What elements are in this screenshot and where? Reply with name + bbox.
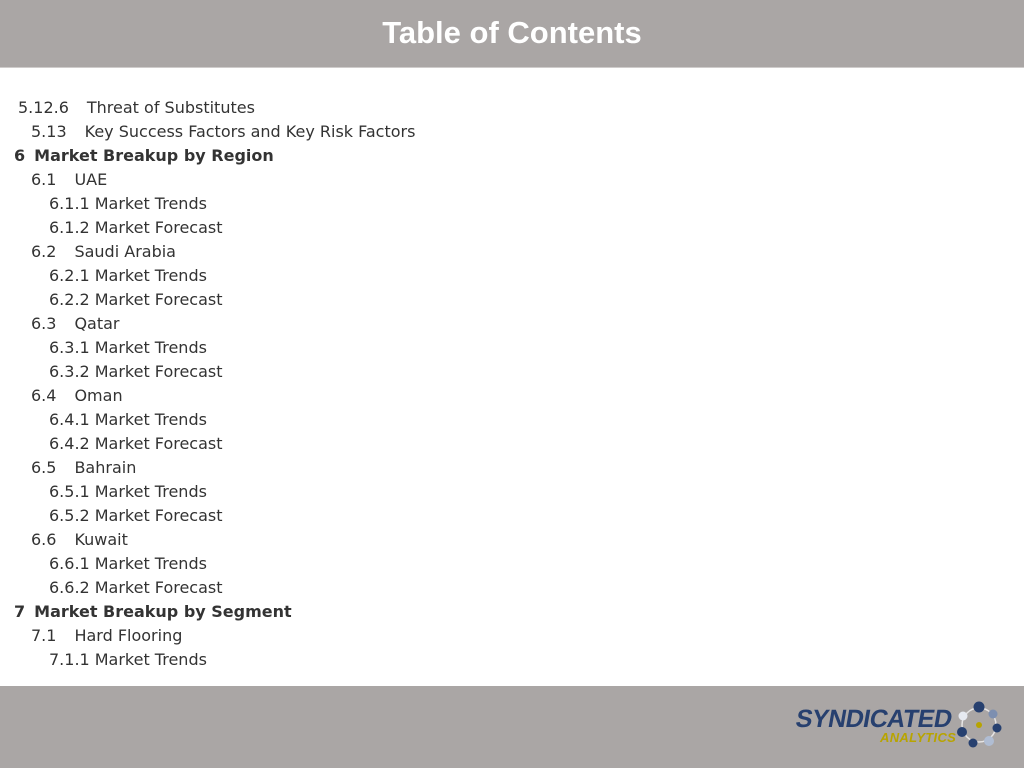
toc-item xyxy=(31,120,415,144)
toc-item-text: Qatar xyxy=(74,314,120,333)
toc-item xyxy=(31,384,123,408)
toc-item-number: 6.3.2 xyxy=(49,362,90,381)
toc-item xyxy=(14,144,274,168)
toc-item-text: Market Trends xyxy=(94,266,207,285)
logo-wordmark xyxy=(794,705,955,733)
toc-item-text: Hard Flooring xyxy=(74,626,183,645)
toc-item xyxy=(49,216,223,240)
toc-item-number: 6.1.2 xyxy=(49,218,90,237)
toc-item-number: 6.5 xyxy=(31,458,57,477)
toc-item xyxy=(31,168,107,192)
toc-item-number: 5.12.6 xyxy=(18,98,69,117)
toc-item-number: 6.1.1 xyxy=(49,194,90,213)
toc-item-text: Key Success Factors and Key Risk Factors xyxy=(84,122,416,141)
toc-item-number: 6.6.1 xyxy=(49,554,90,573)
toc-item xyxy=(31,624,182,648)
toc-item-text: Market Breakup by Region xyxy=(34,146,274,165)
toc-item-number: 6.4 xyxy=(31,386,57,405)
toc-item xyxy=(49,576,223,600)
toc-item xyxy=(49,480,207,504)
toc-item-text: Market Trends xyxy=(94,650,207,669)
toc-item-number: 6.4.2 xyxy=(49,434,90,453)
toc-item-text: Market Forecast xyxy=(94,362,223,381)
toc-item-text: Market Trends xyxy=(94,554,207,573)
toc-item-text: Market Trends xyxy=(94,338,207,357)
logo-subtitle: ANALYTICS xyxy=(880,730,957,745)
toc-item xyxy=(49,336,207,360)
toc-item-text: Market Forecast xyxy=(94,578,223,597)
toc-item-text: Market Trends xyxy=(94,482,207,501)
toc-item xyxy=(18,96,255,120)
toc-item-text: Market Forecast xyxy=(94,506,223,525)
toc-item-text: Market Forecast xyxy=(94,218,223,237)
toc-item-number: 6.6.2 xyxy=(49,578,90,597)
toc-item xyxy=(31,240,176,264)
toc-item xyxy=(14,600,292,624)
toc-item-text: Threat of Substitutes xyxy=(86,98,255,117)
toc-item-number: 6.5.2 xyxy=(49,506,90,525)
toc-item-text: Market Breakup by Segment xyxy=(34,602,292,621)
toc-item xyxy=(31,312,120,336)
toc-item-number: 7.1 xyxy=(31,626,57,645)
toc-item xyxy=(49,504,223,528)
toc-item-text: Market Trends xyxy=(94,410,207,429)
toc-item xyxy=(49,408,207,432)
page-title: Table of Contents xyxy=(382,15,642,50)
company-logo xyxy=(793,705,957,745)
toc-item xyxy=(49,432,223,456)
toc-item-text: Kuwait xyxy=(74,530,128,549)
toc-item xyxy=(31,456,136,480)
toc-item-text: Market Forecast xyxy=(94,434,223,453)
toc-item xyxy=(49,192,207,216)
logo-wordmark-part1: SYNDI xyxy=(793,705,873,733)
toc-item-number: 5.13 xyxy=(31,122,67,141)
toc-item xyxy=(49,288,223,312)
toc-item-text: Market Trends xyxy=(94,194,207,213)
toc-item-number: 7.1.1 xyxy=(49,650,90,669)
toc-item xyxy=(49,360,223,384)
toc-item-number: 6.2.1 xyxy=(49,266,90,285)
toc-item-text: Oman xyxy=(74,386,123,405)
toc-item-number: 6.4.1 xyxy=(49,410,90,429)
toc-item xyxy=(49,648,207,672)
title-bar xyxy=(0,0,1024,68)
toc-item-text: Bahrain xyxy=(74,458,137,477)
toc-item-text: Saudi Arabia xyxy=(74,242,176,261)
toc-item-text: Market Forecast xyxy=(94,290,223,309)
toc-item-number: 6.6 xyxy=(31,530,57,549)
toc-item-number: 6.3 xyxy=(31,314,57,333)
toc-item-number: 6.2.2 xyxy=(49,290,90,309)
toc-item-number: 6.5.1 xyxy=(49,482,90,501)
logo-wordmark-part2: CATED xyxy=(867,705,955,733)
toc-item-number: 7 xyxy=(14,602,26,621)
toc-item xyxy=(49,264,207,288)
toc-item-text: UAE xyxy=(74,170,108,189)
toc-item-number: 6 xyxy=(14,146,26,165)
toc-item xyxy=(49,552,207,576)
toc-item-number: 6.1 xyxy=(31,170,57,189)
logo-ring-icon xyxy=(955,701,1003,749)
toc-item-number: 6.3.1 xyxy=(49,338,90,357)
toc-item-number: 6.2 xyxy=(31,242,57,261)
toc-item xyxy=(31,528,128,552)
